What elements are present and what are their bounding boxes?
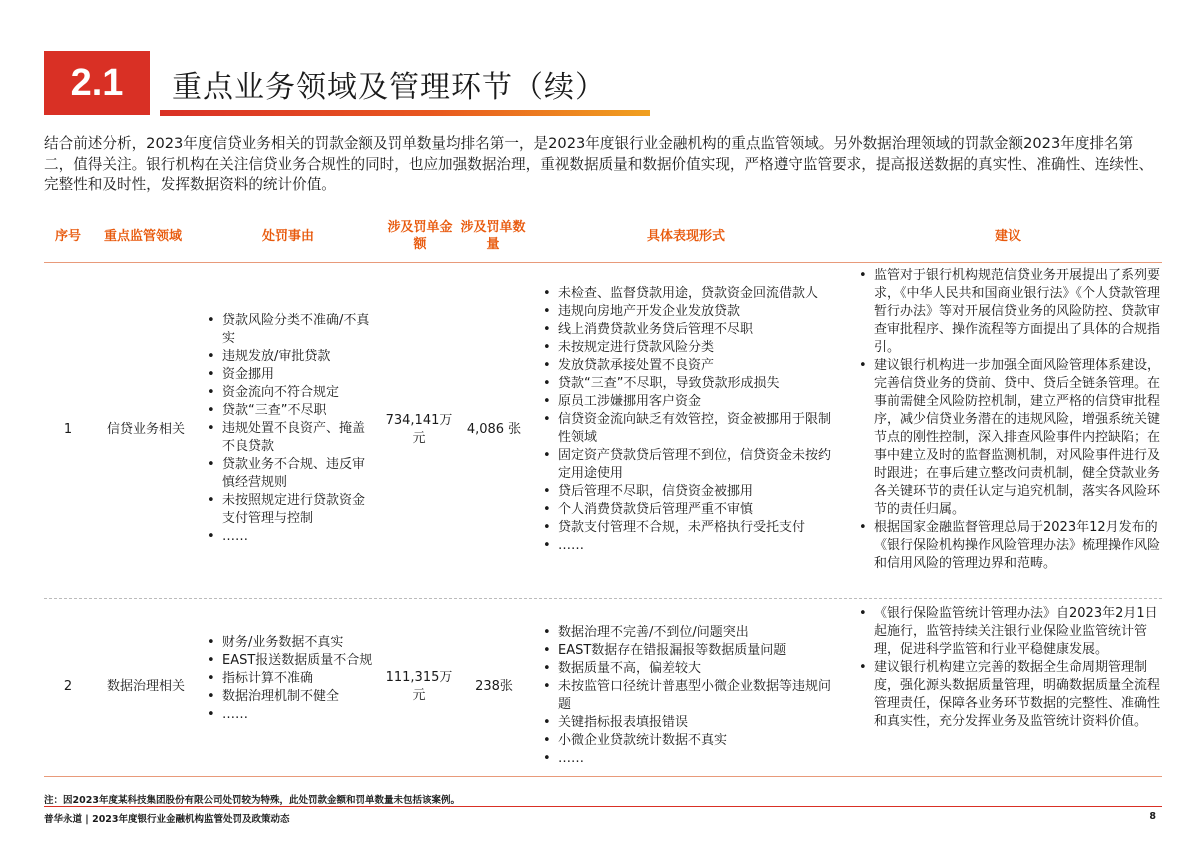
- reason-list: [204, 634, 376, 724]
- header-amount: 涉及罚单金额: [387, 220, 453, 252]
- row-forms: [540, 624, 840, 768]
- bullet-item: • ……: [540, 537, 840, 555]
- bullet-item: • 贷款风险分类不准确/不真实: [204, 312, 376, 348]
- row-seq: 1: [63, 422, 73, 437]
- row-forms: [540, 285, 840, 555]
- bullet-item: • 发放贷款承接处置不良资产: [540, 357, 840, 375]
- row-advice: [856, 605, 1162, 731]
- form-list: [540, 285, 840, 555]
- bullet-item: • 线上消费贷款业务贷后管理不尽职: [540, 321, 840, 339]
- bullet-item: • 指标计算不准确: [204, 670, 376, 688]
- form-list: [540, 624, 840, 768]
- bullet-item: • 小微企业贷款统计数据不真实: [540, 732, 840, 750]
- bullet-item: • ……: [204, 706, 376, 724]
- bullet-item: • 建议银行机构进一步加强全面风险管理体系建设，完善信贷业务的贷前、贷中、贷后全链条管理。在事前需健全风险防控机制，建立严格的信贷审批程序，减少信贷业务潜在的违规风险，增强系统关键节点的刚性控制，深入排查风险事件内控缺陷；在事中建立及时的监督监测机制，对风险事件进行及时跟进；在事后建立整改问责机制，健全贷款业务各关键环节的责任认定与追究机制，落实各风险环节的责任归属。: [856, 357, 1162, 519]
- bullet-item: • 贷款“三查”不尽职，导致贷款形成损失: [540, 375, 840, 393]
- header-forms: 具体表现形式: [646, 228, 725, 244]
- footer-rule: [44, 806, 1162, 807]
- header-seq: 序号: [54, 228, 81, 244]
- bullet-item: • 未按监管口径统计普惠型小微企业数据等违规问题: [540, 678, 840, 714]
- bullet-item: • EAST数据存在错报漏报等数据质量问题: [540, 642, 840, 660]
- bullet-item: • ……: [204, 528, 376, 546]
- bullet-item: • 个人消费贷款贷后管理严重不审慎: [540, 501, 840, 519]
- header-reason: 处罚事由: [261, 228, 314, 244]
- bullet-item: • 根据国家金融监督管理总局于2023年12月发布的《银行保险机构操作风险管理办法》梳理操作风险和信用风险的管理边界和范畴。: [856, 519, 1162, 573]
- header-area: 重点监管领域: [103, 228, 182, 244]
- footer-source: 普华永道 | 2023年度银行业金融机构监管处罚及政策动态: [44, 814, 290, 825]
- bullet-item: • EAST报送数据质量不合规: [204, 652, 376, 670]
- row-count: 238张: [475, 679, 513, 694]
- bullet-item: • 未按照规定进行贷款资金支付管理与控制: [204, 492, 376, 528]
- bullet-item: • 原员工涉嫌挪用客户资金: [540, 393, 840, 411]
- table-header-rule: [44, 262, 1162, 263]
- bullet-item: • 固定资产贷款贷后管理不到位，信贷资金未按约定用途使用: [540, 447, 840, 483]
- bullet-item: • 数据质量不高，偏差较大: [540, 660, 840, 678]
- bullet-item: • 资金流向不符合规定: [204, 384, 376, 402]
- header-advice: 建议: [994, 228, 1021, 244]
- bullet-item: • 违规处置不良资产、掩盖不良贷款: [204, 420, 376, 456]
- bullet-item: • 贷款支付管理不合规，未严格执行受托支付: [540, 519, 840, 537]
- row-advice: [856, 267, 1162, 573]
- advice-list: [856, 605, 1162, 731]
- row-reasons: [204, 634, 376, 724]
- row-area: 信贷业务相关: [106, 422, 185, 437]
- bullet-item: • 未按规定进行贷款风险分类: [540, 339, 840, 357]
- intro-paragraph: 结合前述分析，2023年度信贷业务相关的罚款金额及罚单数量均排名第一，是2023年度银行业金融机构的重点监管领域。另外数据治理领域的罚款金额2023年度排名第二，值得关注。银行机构在关注信贷业务合规性的同时，也应加强数据治理，重视数据质量和数据价值实现，严格遵守监管要求，提高报送数据的真实性、准确性、连续性、完整性和及时性，发挥数据资料的统计价值。: [44, 135, 1154, 193]
- header-count: 涉及罚单数量: [460, 220, 526, 252]
- title-underline: [160, 110, 650, 116]
- row-amount: 734,141万元: [385, 413, 453, 446]
- bullet-item: • 违规向房地产开发企业发放贷款: [540, 303, 840, 321]
- advice-list: [856, 267, 1162, 573]
- table-header: [44, 212, 1162, 260]
- bullet-item: • 贷款业务不合规、违反审慎经营规则: [204, 456, 376, 492]
- bullet-item: • 《银行保险监管统计管理办法》自2023年2月1日起施行，监管持续关注银行业保险业监管统计管理，促进科学监管和行业平稳健康发展。: [856, 605, 1162, 659]
- row-amount: 111,315万元: [385, 670, 453, 703]
- reason-list: [204, 312, 376, 546]
- row-seq: 2: [63, 679, 73, 694]
- bullet-item: • 违规发放/审批贷款: [204, 348, 376, 366]
- bullet-item: • 信贷资金流向缺乏有效管控，资金被挪用于限制性领域: [540, 411, 840, 447]
- bullet-item: • 贷款“三查”不尽职: [204, 402, 376, 420]
- row-area: 数据治理相关: [106, 679, 185, 694]
- row-reasons: [204, 312, 376, 546]
- bullet-item: • 贷后管理不尽职，信贷资金被挪用: [540, 483, 840, 501]
- bullet-item: • 数据治理机制不健全: [204, 688, 376, 706]
- bullet-item: • 建议银行机构建立完善的数据全生命周期管理制度，强化源头数据质量管理，明确数据质量全流程管理责任，保障各业务环节数据的完整性、准确性和真实性，充分发挥业务及监管统计资料价值。: [856, 659, 1162, 731]
- page-number: 8: [1149, 811, 1156, 822]
- section-number-badge: 2.1: [44, 51, 150, 115]
- bullet-item: • 未检查、监督贷款用途，贷款资金回流借款人: [540, 285, 840, 303]
- footnote: 注：因2023年度某科技集团股份有限公司处罚较为特殊，此处罚款金额和罚单数量未包括该案例。: [44, 795, 460, 806]
- row-count: 4,086 张: [466, 422, 522, 437]
- table-bottom-rule: [44, 776, 1162, 777]
- row-divider: [44, 598, 1162, 599]
- bullet-item: • ……: [540, 750, 840, 768]
- bullet-item: • 财务/业务数据不真实: [204, 634, 376, 652]
- bullet-item: • 关键指标报表填报错误: [540, 714, 840, 732]
- page-title: 重点业务领域及管理环节（续）: [172, 70, 606, 105]
- bullet-item: • 监管对于银行机构规范信贷业务开展提出了系列要求，《中华人民共和国商业银行法》《个人贷款管理暂行办法》等对开展信贷业务的风险防控、贷款审查审批程序、操作流程等方面提出了具体的合规指引。: [856, 267, 1162, 357]
- bullet-item: • 资金挪用: [204, 366, 376, 384]
- bullet-item: • 数据治理不完善/不到位/问题突出: [540, 624, 840, 642]
